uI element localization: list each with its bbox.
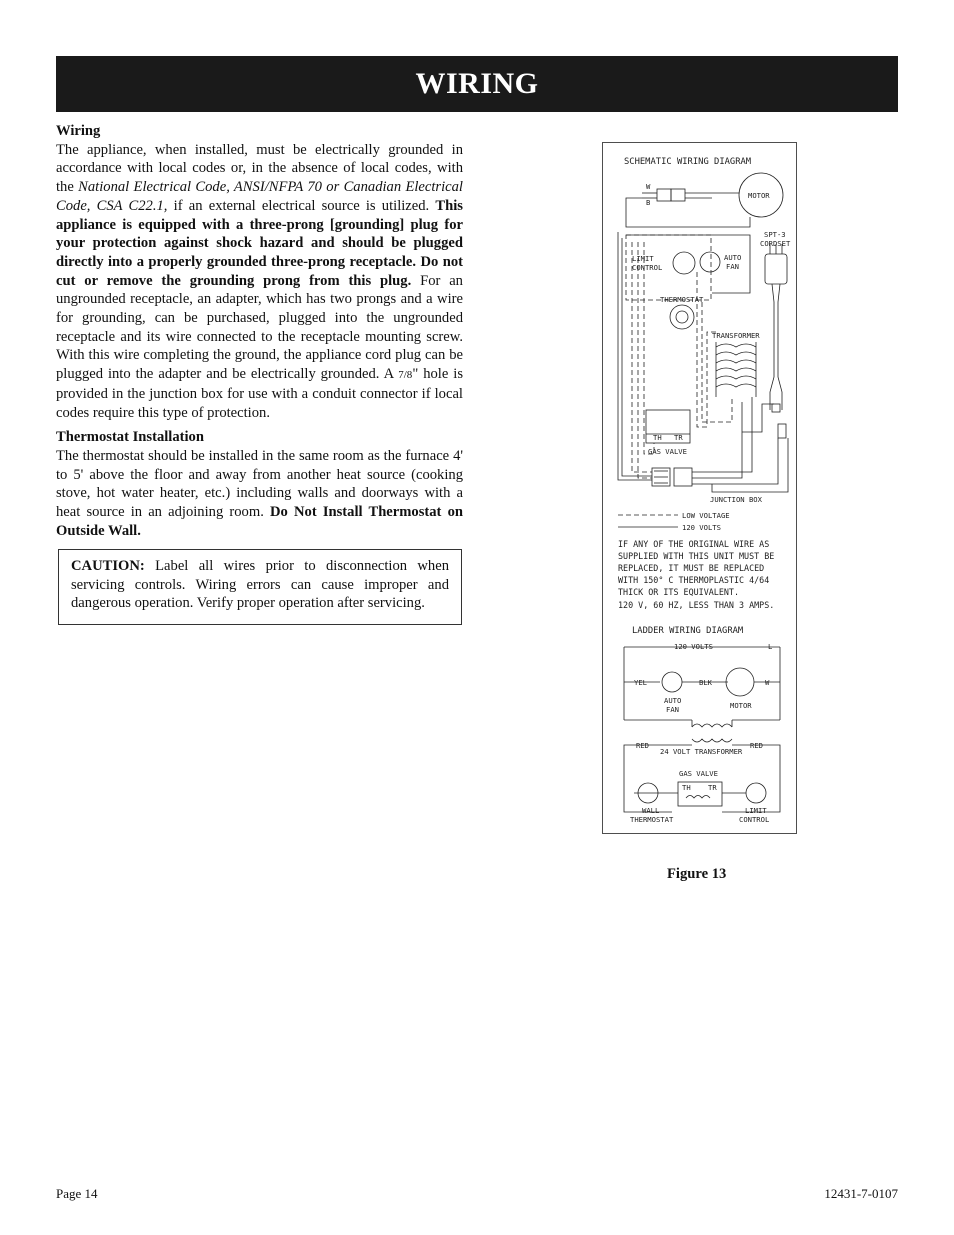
label-gas-valve: GAS VALVE [648, 447, 687, 456]
label-spt3: SPT-3 [764, 230, 786, 239]
ladder-motor-symbol [726, 668, 754, 696]
label-tr: TR [674, 433, 683, 442]
section-banner [56, 56, 898, 112]
section-title: WIRING [415, 67, 539, 100]
ladder-tr: TR [708, 783, 717, 792]
ladder-wall-thermostat: THERMOSTAT [630, 815, 674, 824]
label-cordset: CORDSET [760, 239, 791, 248]
wiring-diagram-svg [602, 142, 797, 834]
ladder-24v-transformer: 24 VOLT TRANSFORMER [660, 747, 743, 756]
ladder-yel: YEL [634, 678, 647, 687]
code-reference: National Electrical Code, ANSI/NFPA 70 or Canadian Electrical Code, CSA C22.1, [56, 179, 463, 214]
wiring-text-3: For an ungrounded receptacle, an adapter, which has two prongs and a wire for grounding, can be purchased, plugged into the ungrounded receptacle and its wire connected to the receptacle mounting screw. With this wire completing the ground, the appliance cord plug can be plugged into the adapter and be electrically grounded. A [56, 272, 463, 383]
auto-fan-symbol [700, 252, 720, 272]
caution-box [58, 549, 462, 625]
label-control: CONTROL [632, 263, 663, 272]
wiring-text-1: The appliance, when installed, must be electrically grounded in accordance with local codes or, in the absence of local codes, with the [56, 141, 463, 196]
wiring-paragraph [56, 141, 463, 423]
ladder-th: TH [682, 783, 691, 792]
note-line-5: THICK OR ITS EQUIVALENT. [618, 587, 740, 597]
ladder-red-left: RED [636, 741, 649, 750]
ladder-motor-label: MOTOR [730, 701, 752, 710]
thermostat-symbol [670, 305, 694, 329]
hole-size: 7/8 [398, 369, 413, 382]
legend-120-volts: 120 VOLTS [682, 523, 721, 532]
note-line-6: 120 V, 60 HZ, LESS THAN 3 AMPS. [618, 600, 775, 610]
page-number: Page 14 [56, 1186, 98, 1201]
ladder-limit: LIMIT [745, 806, 767, 815]
ladder-fan-symbol [662, 672, 682, 692]
note-line-3: REPLACED, IT MUST BE REPLACED [618, 563, 765, 573]
label-b: B [646, 198, 651, 207]
note-line-1: IF ANY OF THE ORIGINAL WIRE AS [618, 539, 770, 549]
label-junction-box: JUNCTION BOX [710, 495, 762, 504]
ladder-w: W [765, 678, 770, 687]
note-line-2: SUPPLIED WITH THIS UNIT MUST BE [618, 551, 775, 561]
label-limit: LIMIT [632, 254, 654, 263]
wiring-diagram-figure [602, 142, 797, 834]
label-motor: MOTOR [748, 191, 770, 200]
wiring-text-4: " hole is provided in the junction box for use with a conduit connector if local codes require this type of protection. [56, 366, 463, 421]
cordset-plug [765, 254, 787, 284]
label-thermostat: THERMOSTAT [660, 295, 704, 304]
label-fan: FAN [726, 262, 739, 271]
figure-caption: Figure 13 [667, 866, 727, 882]
ladder-l: L [768, 642, 773, 651]
limit-control-symbol [673, 252, 695, 274]
label-th: TH [653, 433, 662, 442]
motor-connector [657, 189, 671, 201]
ladder-fan: FAN [666, 705, 679, 714]
ladder-title: LADDER WIRING DIAGRAM [632, 626, 744, 636]
caution-label: CAUTION: [71, 558, 145, 574]
note-line-4: WITH 150° C THERMOPLASTIC 4/64 [618, 575, 770, 585]
label-w: W [646, 182, 651, 191]
ladder-gas-valve-label: GAS VALVE [679, 769, 718, 778]
transformer-symbol [716, 344, 756, 347]
thermostat-heading: Thermostat Installation [56, 429, 204, 446]
label-transformer: TRANSFORMER [712, 331, 760, 340]
grounding-warning: This appliance is equipped with a three-prong [grounding] plug for your protection against shock hazard and should be plugged directly into a properly grounded three-prong receptacle. Do not cut or remove the grounding prong from this plug. [56, 197, 463, 289]
thermostat-warning: Do Not Install Thermostat on Outside Wall. [56, 504, 463, 539]
label-auto: AUTO [724, 253, 742, 262]
text-column [56, 122, 463, 540]
ladder-auto: AUTO [664, 696, 682, 705]
schematic-title: SCHEMATIC WIRING DIAGRAM [624, 157, 752, 167]
wiring-heading: Wiring [56, 123, 101, 139]
limit-control-ladder-symbol [746, 783, 766, 803]
ladder-wall: WALL [642, 806, 660, 815]
thermostat-paragraph [56, 447, 463, 541]
thermostat-text: The thermostat should be installed in the same room as the furnace 4' to 5' above the floor and away from another heat source (cooking stove, hot water heater, etc.) including walls and doorways with a heat source in an adjoining room. [56, 447, 463, 521]
ladder-blk: BLK [699, 678, 712, 687]
ladder-limit-control: CONTROL [739, 815, 770, 824]
ladder-120-volts: 120 VOLTS [674, 642, 713, 651]
legend-low-voltage: LOW VOLTAGE [682, 511, 730, 520]
ladder-red-right: RED [750, 741, 763, 750]
caution-text: Label all wires prior to disconnection when servicing controls. Wiring errors can cause improper and dangerous operation. Verify proper operation after servicing. [71, 558, 449, 612]
ladder-transformer [692, 724, 732, 727]
wiring-text-2: if an external electrical source is utilized. [167, 197, 436, 214]
document-number: 12431-7-0107 [824, 1186, 898, 1201]
